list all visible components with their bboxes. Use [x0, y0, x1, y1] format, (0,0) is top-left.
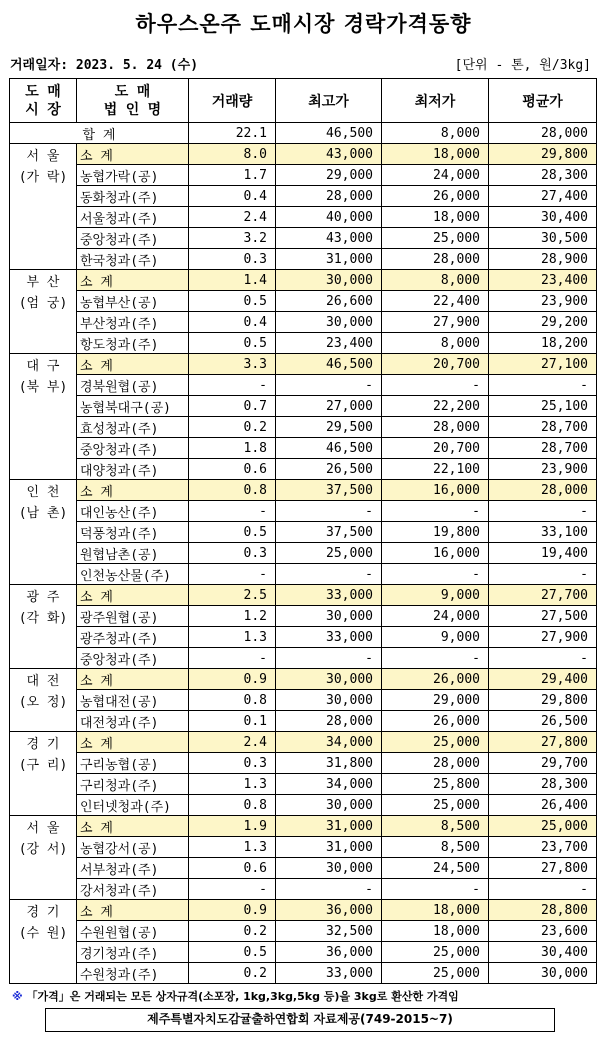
market-name-line2: (수 원) [18, 926, 68, 941]
total-label: 합 계 [10, 123, 189, 144]
corp-name: 농협강서(공) [77, 837, 189, 858]
source-box: 제주특별자치도감귤출하연합회 자료제공(749-2015~7) [45, 1008, 555, 1032]
min-price-cell: 18,000 [382, 144, 489, 165]
header-avg: 평균가 [489, 79, 597, 123]
volume-cell: 0.8 [189, 480, 276, 501]
avg-price-cell: 29,400 [489, 669, 597, 690]
min-price-cell: 28,000 [382, 249, 489, 270]
volume-cell: 1.3 [189, 837, 276, 858]
min-price-cell: 16,000 [382, 543, 489, 564]
min-price-cell: 24,500 [382, 858, 489, 879]
min-price-cell: 28,000 [382, 753, 489, 774]
volume-cell: 8.0 [189, 144, 276, 165]
table-row [10, 711, 597, 732]
max-price-cell: 34,000 [276, 774, 382, 795]
min-price-cell: 20,700 [382, 438, 489, 459]
corp-name: 인천농산물(주) [77, 564, 189, 585]
header-max: 최고가 [276, 79, 382, 123]
volume-cell: 1.7 [189, 165, 276, 186]
avg-price-cell: 28,800 [489, 900, 597, 921]
market-name-line2: (구 리) [18, 758, 68, 773]
table-row [10, 606, 597, 627]
avg-price-cell: 28,700 [489, 417, 597, 438]
volume-cell: 2.4 [189, 732, 276, 753]
market-name-line2: (엄 궁) [18, 296, 68, 311]
avg-price-cell: 27,800 [489, 858, 597, 879]
volume-cell: 0.6 [189, 858, 276, 879]
subtotal-row [10, 144, 597, 165]
table-row [10, 795, 597, 816]
market-name-line1: 부 산 [26, 275, 60, 290]
avg-price-cell: 30,500 [489, 228, 597, 249]
min-price-cell: 18,000 [382, 900, 489, 921]
table-row [10, 333, 597, 354]
max-price-cell: 29,500 [276, 417, 382, 438]
avg-price-cell: 29,200 [489, 312, 597, 333]
corp-name: 광주청과(주) [77, 627, 189, 648]
subtotal-row [10, 480, 597, 501]
min-price-cell: - [382, 648, 489, 669]
avg-price-cell: 25,100 [489, 396, 597, 417]
volume-cell: 1.2 [189, 606, 276, 627]
avg-price-cell: 26,500 [489, 711, 597, 732]
min-price-cell: - [382, 375, 489, 396]
min-price-cell: 20,700 [382, 354, 489, 375]
avg-price-cell: - [489, 879, 597, 900]
volume-cell: 1.8 [189, 438, 276, 459]
volume-cell: 0.5 [189, 333, 276, 354]
corp-name: 대양청과(주) [77, 459, 189, 480]
corp-name: 경북원협(공) [77, 375, 189, 396]
min-price-cell: 22,100 [382, 459, 489, 480]
max-price-cell: 40,000 [276, 207, 382, 228]
header-corp-line2: 법 인 명 [103, 101, 162, 118]
min-price-cell: 8,500 [382, 837, 489, 858]
table-row [10, 648, 597, 669]
min-price-cell: 8,000 [382, 333, 489, 354]
max-price-cell: 29,000 [276, 165, 382, 186]
avg-price-cell: 23,600 [489, 921, 597, 942]
volume-cell: 1.3 [189, 774, 276, 795]
volume-cell: 0.2 [189, 921, 276, 942]
volume-cell: 0.2 [189, 417, 276, 438]
market-name-line1: 서 울 [26, 149, 60, 164]
corp-name: 소 계 [77, 900, 189, 921]
price-table [9, 78, 597, 984]
corp-name: 소 계 [77, 732, 189, 753]
corp-name: 강서청과(주) [77, 879, 189, 900]
market-name [10, 669, 77, 732]
min-price-cell: 28,000 [382, 417, 489, 438]
market-name-line1: 대 전 [26, 674, 60, 689]
min-price-cell: 27,900 [382, 312, 489, 333]
corp-name: 한국청과(주) [77, 249, 189, 270]
market-name [10, 900, 77, 984]
corp-name: 소 계 [77, 669, 189, 690]
volume-cell: 3.2 [189, 228, 276, 249]
market-name-line2: (북 부) [18, 380, 68, 395]
corp-name: 대전청과(주) [77, 711, 189, 732]
min-price-cell: 16,000 [382, 480, 489, 501]
volume-cell: - [189, 648, 276, 669]
max-price-cell: 31,000 [276, 249, 382, 270]
total-volume: 22.1 [189, 123, 276, 144]
min-price-cell: 8,000 [382, 270, 489, 291]
table-row [10, 921, 597, 942]
volume-cell: 0.3 [189, 249, 276, 270]
corp-name: 소 계 [77, 270, 189, 291]
min-price-cell: 19,800 [382, 522, 489, 543]
header-corp [77, 79, 189, 123]
total-max: 46,500 [276, 123, 382, 144]
market-name-line2: (오 정) [18, 695, 68, 710]
volume-cell: 2.5 [189, 585, 276, 606]
min-price-cell: 29,000 [382, 690, 489, 711]
market-name [10, 732, 77, 816]
max-price-cell: 28,000 [276, 711, 382, 732]
max-price-cell: 43,000 [276, 228, 382, 249]
min-price-cell: 26,000 [382, 669, 489, 690]
market-name-line1: 인 천 [26, 485, 60, 500]
avg-price-cell: 27,800 [489, 732, 597, 753]
volume-cell: 0.8 [189, 795, 276, 816]
table-row [10, 459, 597, 480]
min-price-cell: 25,000 [382, 795, 489, 816]
max-price-cell: - [276, 501, 382, 522]
max-price-cell: 30,000 [276, 312, 382, 333]
market-name [10, 480, 77, 585]
corp-name: 수원청과(주) [77, 963, 189, 984]
note-marker: ※ [12, 990, 23, 1003]
total-avg: 28,000 [489, 123, 597, 144]
avg-price-cell: 23,400 [489, 270, 597, 291]
table-row [10, 627, 597, 648]
corp-name: 경기청과(주) [77, 942, 189, 963]
market-name [10, 270, 77, 354]
max-price-cell: 28,000 [276, 186, 382, 207]
volume-cell: 0.4 [189, 186, 276, 207]
max-price-cell: 30,000 [276, 270, 382, 291]
table-row [10, 228, 597, 249]
market-name [10, 585, 77, 669]
max-price-cell: 34,000 [276, 732, 382, 753]
volume-cell: - [189, 879, 276, 900]
max-price-cell: 30,000 [276, 795, 382, 816]
subtotal-row [10, 270, 597, 291]
avg-price-cell: 28,300 [489, 165, 597, 186]
table-row [10, 501, 597, 522]
subtotal-row [10, 669, 597, 690]
volume-cell: 1.3 [189, 627, 276, 648]
corp-name: 농협대전(공) [77, 690, 189, 711]
min-price-cell: 22,200 [382, 396, 489, 417]
market-name-line1: 서 울 [26, 821, 60, 836]
max-price-cell: 31,000 [276, 837, 382, 858]
table-row [10, 417, 597, 438]
avg-price-cell: 29,800 [489, 144, 597, 165]
max-price-cell: 32,500 [276, 921, 382, 942]
corp-name: 농협가락(공) [77, 165, 189, 186]
table-row [10, 837, 597, 858]
unit-label: [단위 - 톤, 원/3kg] [454, 58, 591, 73]
avg-price-cell: 27,500 [489, 606, 597, 627]
table-row [10, 438, 597, 459]
market-name-line2: (각 화) [18, 611, 68, 626]
corp-name: 동화청과(주) [77, 186, 189, 207]
table-row [10, 942, 597, 963]
max-price-cell: 37,500 [276, 522, 382, 543]
table-row [10, 879, 597, 900]
max-price-cell: 31,000 [276, 816, 382, 837]
corp-name: 소 계 [77, 354, 189, 375]
subtotal-row [10, 732, 597, 753]
volume-cell: 0.3 [189, 753, 276, 774]
max-price-cell: 23,400 [276, 333, 382, 354]
avg-price-cell: 27,900 [489, 627, 597, 648]
max-price-cell: 37,500 [276, 480, 382, 501]
corp-name: 덕풍청과(주) [77, 522, 189, 543]
max-price-cell: 43,000 [276, 144, 382, 165]
avg-price-cell: 28,300 [489, 774, 597, 795]
avg-price-cell: 23,900 [489, 459, 597, 480]
corp-name: 농협부산(공) [77, 291, 189, 312]
table-row [10, 207, 597, 228]
volume-cell: 0.3 [189, 543, 276, 564]
volume-cell: 0.2 [189, 963, 276, 984]
avg-price-cell: 26,400 [489, 795, 597, 816]
table-row [10, 543, 597, 564]
min-price-cell: 22,400 [382, 291, 489, 312]
corp-name: 중앙청과(주) [77, 648, 189, 669]
header-market-line1: 도 매 [25, 83, 61, 100]
max-price-cell: 36,000 [276, 942, 382, 963]
volume-cell: 0.5 [189, 942, 276, 963]
volume-cell: 1.4 [189, 270, 276, 291]
corp-name: 부산청과(주) [77, 312, 189, 333]
corp-name: 중앙청과(주) [77, 228, 189, 249]
avg-price-cell: 23,700 [489, 837, 597, 858]
price-note [12, 988, 459, 1004]
volume-cell: 0.6 [189, 459, 276, 480]
max-price-cell: - [276, 564, 382, 585]
page-title: 하우스온주 도매시장 경락가격동향 [135, 12, 472, 36]
avg-price-cell: 27,400 [489, 186, 597, 207]
table-row [10, 249, 597, 270]
avg-price-cell: 29,800 [489, 690, 597, 711]
subtotal-row [10, 816, 597, 837]
table-row [10, 186, 597, 207]
corp-name: 소 계 [77, 816, 189, 837]
volume-cell: 1.9 [189, 816, 276, 837]
volume-cell: 0.9 [189, 900, 276, 921]
min-price-cell: 26,000 [382, 186, 489, 207]
market-name [10, 144, 77, 270]
volume-cell: 0.5 [189, 291, 276, 312]
avg-price-cell: - [489, 501, 597, 522]
max-price-cell: 36,000 [276, 900, 382, 921]
table-row [10, 858, 597, 879]
market-name-line1: 대 구 [26, 359, 60, 374]
volume-cell: - [189, 501, 276, 522]
avg-price-cell: 27,700 [489, 585, 597, 606]
max-price-cell: 46,500 [276, 354, 382, 375]
corp-name: 소 계 [77, 585, 189, 606]
max-price-cell: 33,000 [276, 585, 382, 606]
min-price-cell: 24,000 [382, 606, 489, 627]
volume-cell: 3.3 [189, 354, 276, 375]
max-price-cell: - [276, 648, 382, 669]
volume-cell: 0.7 [189, 396, 276, 417]
header-market [10, 79, 77, 123]
volume-cell: 2.4 [189, 207, 276, 228]
volume-cell: 0.8 [189, 690, 276, 711]
max-price-cell: 46,500 [276, 438, 382, 459]
market-name [10, 816, 77, 900]
min-price-cell: 9,000 [382, 585, 489, 606]
corp-name: 중앙청과(주) [77, 438, 189, 459]
min-price-cell: - [382, 564, 489, 585]
corp-name: 소 계 [77, 144, 189, 165]
table-row [10, 312, 597, 333]
avg-price-cell: 30,000 [489, 963, 597, 984]
trade-date: 거래일자: 2023. 5. 24 (수) [10, 58, 199, 73]
max-price-cell: 25,000 [276, 543, 382, 564]
min-price-cell: 18,000 [382, 207, 489, 228]
corp-name: 서울청과(주) [77, 207, 189, 228]
max-price-cell: 33,000 [276, 963, 382, 984]
avg-price-cell: - [489, 564, 597, 585]
max-price-cell: 26,600 [276, 291, 382, 312]
max-price-cell: 33,000 [276, 627, 382, 648]
market-name-line1: 광 주 [26, 590, 60, 605]
total-row [10, 123, 597, 144]
market-name [10, 354, 77, 480]
avg-price-cell: 30,400 [489, 207, 597, 228]
table-row [10, 690, 597, 711]
corp-name: 효성청과(주) [77, 417, 189, 438]
corp-name: 농협북대구(공) [77, 396, 189, 417]
min-price-cell: - [382, 501, 489, 522]
market-name-line1: 경 기 [26, 905, 60, 920]
min-price-cell: - [382, 879, 489, 900]
subtotal-row [10, 354, 597, 375]
table-row [10, 522, 597, 543]
table-row [10, 753, 597, 774]
avg-price-cell: 28,700 [489, 438, 597, 459]
min-price-cell: 18,000 [382, 921, 489, 942]
table-row [10, 963, 597, 984]
volume-cell: 0.9 [189, 669, 276, 690]
market-name-line2: (남 촌) [18, 506, 68, 521]
max-price-cell: 26,500 [276, 459, 382, 480]
table-row [10, 375, 597, 396]
max-price-cell: 30,000 [276, 690, 382, 711]
corp-name: 항도청과(주) [77, 333, 189, 354]
avg-price-cell: - [489, 648, 597, 669]
min-price-cell: 25,000 [382, 942, 489, 963]
avg-price-cell: 25,000 [489, 816, 597, 837]
min-price-cell: 26,000 [382, 711, 489, 732]
avg-price-cell: 23,900 [489, 291, 597, 312]
market-name-line1: 경 기 [26, 737, 60, 752]
subtotal-row [10, 585, 597, 606]
corp-name: 구리농협(공) [77, 753, 189, 774]
avg-price-cell: 28,000 [489, 480, 597, 501]
corp-name: 구리청과(주) [77, 774, 189, 795]
max-price-cell: 30,000 [276, 858, 382, 879]
header-market-line2: 시 장 [25, 101, 61, 118]
table-row [10, 396, 597, 417]
header-row [10, 79, 597, 123]
avg-price-cell: 33,100 [489, 522, 597, 543]
min-price-cell: 9,000 [382, 627, 489, 648]
min-price-cell: 25,800 [382, 774, 489, 795]
header-corp-line1: 도 매 [114, 83, 151, 100]
max-price-cell: 27,000 [276, 396, 382, 417]
min-price-cell: 25,000 [382, 963, 489, 984]
header-volume: 거래량 [189, 79, 276, 123]
avg-price-cell: 27,100 [489, 354, 597, 375]
avg-price-cell: 30,400 [489, 942, 597, 963]
table-row [10, 564, 597, 585]
avg-price-cell: 19,400 [489, 543, 597, 564]
table-row [10, 291, 597, 312]
max-price-cell: 30,000 [276, 669, 382, 690]
volume-cell: 0.1 [189, 711, 276, 732]
table-row [10, 165, 597, 186]
corp-name: 대인농산(주) [77, 501, 189, 522]
subtotal-row [10, 900, 597, 921]
max-price-cell: 31,800 [276, 753, 382, 774]
avg-price-cell: 18,200 [489, 333, 597, 354]
market-name-line2: (가 락) [18, 170, 68, 185]
corp-name: 광주원협(공) [77, 606, 189, 627]
total-min: 8,000 [382, 123, 489, 144]
volume-cell: 0.5 [189, 522, 276, 543]
volume-cell: 0.4 [189, 312, 276, 333]
max-price-cell: - [276, 879, 382, 900]
min-price-cell: 25,000 [382, 228, 489, 249]
corp-name: 수원원협(공) [77, 921, 189, 942]
min-price-cell: 8,500 [382, 816, 489, 837]
volume-cell: - [189, 564, 276, 585]
avg-price-cell: 29,700 [489, 753, 597, 774]
volume-cell: - [189, 375, 276, 396]
avg-price-cell: - [489, 375, 597, 396]
note-text: 「가격」은 거래되는 모든 상자규격(소포장, 1kg,3kg,5kg 등)을 3kg로 환산한 가격임 [22, 990, 459, 1003]
header-min: 최저가 [382, 79, 489, 123]
corp-name: 소 계 [77, 480, 189, 501]
corp-name: 원협남촌(공) [77, 543, 189, 564]
table-row [10, 774, 597, 795]
avg-price-cell: 28,900 [489, 249, 597, 270]
market-name-line2: (강 서) [18, 842, 68, 857]
min-price-cell: 25,000 [382, 732, 489, 753]
max-price-cell: 30,000 [276, 606, 382, 627]
min-price-cell: 24,000 [382, 165, 489, 186]
corp-name: 인터넷청과(주) [77, 795, 189, 816]
corp-name: 서부청과(주) [77, 858, 189, 879]
max-price-cell: - [276, 375, 382, 396]
